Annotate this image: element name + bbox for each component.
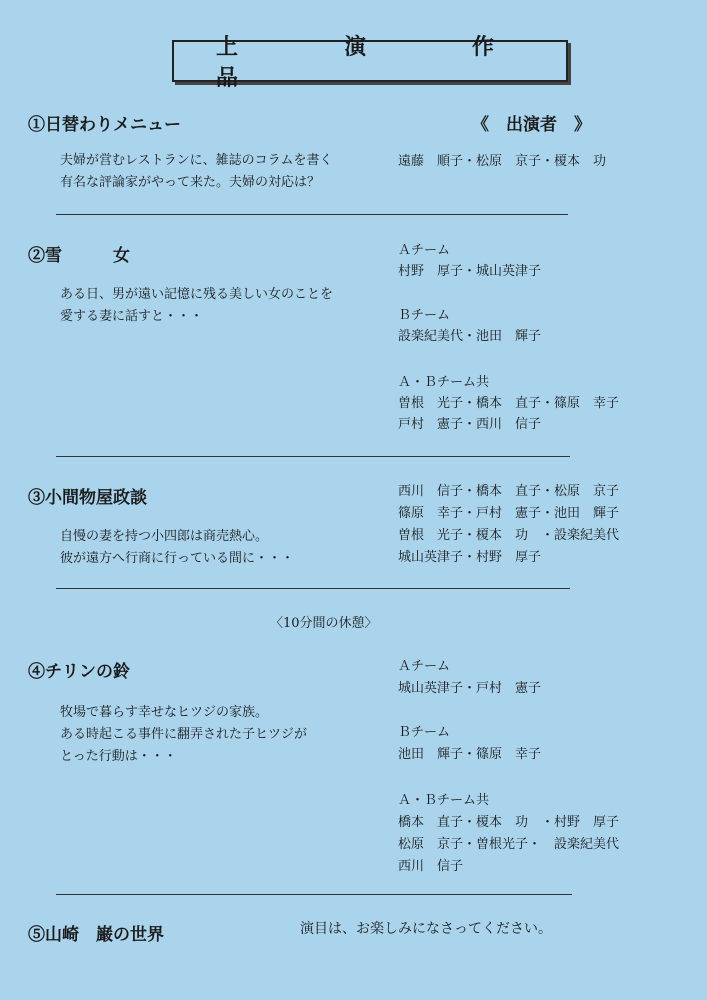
work-5-note: 演目は、お楽しみになさってください。 bbox=[300, 921, 552, 937]
work-4-synopsis-line-2: ある時起こる事件に翻弄された子ヒツジが bbox=[60, 727, 308, 742]
work-2-synopsis-line-1: ある日、男が遠い記憶に残る美しい女のことを bbox=[60, 287, 334, 302]
work-2-synopsis-line-2: 愛する妻に話すと・・・ bbox=[60, 309, 204, 324]
divider bbox=[56, 456, 570, 457]
work-4-team-ab-cast-1: 橋本 直子・榎本 功 ・村野 厚子 bbox=[398, 815, 620, 830]
work-1-synopsis-line-1: 夫婦が営むレストランに、雑誌のコラムを書く bbox=[60, 153, 333, 168]
work-3-synopsis-line-1: 自慢の妻を持つ小四郎は商売熱心。 bbox=[60, 529, 269, 544]
work-2-team-b-cast: 設楽紀美代・池田 輝子 bbox=[398, 329, 542, 344]
work-3-cast-line-3: 曽根 光子・榎本 功 ・設楽紀美代 bbox=[398, 528, 620, 543]
work-4-team-ab-cast-2: 松原 京子・曽根光子・ 設楽紀美代 bbox=[398, 837, 620, 852]
work-4-team-ab-label: Ａ・Ｂチーム共 bbox=[398, 793, 490, 808]
intermission-note: 〈10分間の休憩〉 bbox=[270, 616, 378, 631]
work-2-team-ab-cast-1: 曽根 光子・橋本 直子・篠原 幸子 bbox=[398, 396, 620, 411]
work-4-team-b-cast: 池田 輝子・篠原 幸子 bbox=[398, 747, 542, 762]
work-4-team-b-label: Ｂチーム bbox=[398, 725, 451, 740]
page-title: 上 演 作 品 bbox=[172, 40, 568, 82]
work-5-heading: ⑤山崎 巌の世界 bbox=[28, 925, 164, 945]
work-1-cast-line-1: 遠藤 順子・松原 京子・榎本 功 bbox=[398, 154, 607, 169]
work-2-heading: ②雪 女 bbox=[28, 246, 130, 266]
work-2-team-a-label: Ａチーム bbox=[398, 243, 451, 258]
work-4-heading: ④チリンの鈴 bbox=[28, 662, 130, 682]
work-3-heading: ③小間物屋政談 bbox=[28, 488, 147, 508]
cast-header: 《 出演者 》 bbox=[472, 115, 591, 135]
divider bbox=[56, 214, 568, 215]
work-2-team-ab-label: Ａ・Ｂチーム共 bbox=[398, 375, 490, 390]
work-3-synopsis-line-2: 彼が遠方へ行商に行っている間に・・・ bbox=[60, 551, 295, 566]
work-1-synopsis-line-2: 有名な評論家がやって来た。夫婦の対応は？ bbox=[60, 175, 321, 190]
work-4-synopsis-line-1: 牧場で暮らす幸せなヒツジの家族。 bbox=[60, 705, 269, 720]
work-4-team-ab-cast-3: 西川 信子 bbox=[398, 859, 464, 874]
work-2-team-b-label: Ｂチーム bbox=[398, 308, 451, 323]
work-3-cast-line-2: 篠原 幸子・戸村 憲子・池田 輝子 bbox=[398, 506, 620, 521]
divider bbox=[56, 588, 570, 589]
work-4-synopsis-line-3: とった行動は・・・ bbox=[60, 749, 177, 764]
divider bbox=[56, 894, 572, 895]
work-3-cast-line-4: 城山英津子・村野 厚子 bbox=[398, 550, 542, 565]
work-4-team-a-label: Ａチーム bbox=[398, 659, 451, 674]
work-2-team-a-cast: 村野 厚子・城山英津子 bbox=[398, 264, 542, 279]
work-4-team-a-cast: 城山英津子・戸村 憲子 bbox=[398, 681, 542, 696]
work-2-team-ab-cast-2: 戸村 憲子・西川 信子 bbox=[398, 417, 542, 432]
work-3-cast-line-1: 西川 信子・橋本 直子・松原 京子 bbox=[398, 484, 620, 499]
work-1-heading: ①日替わりメニュー bbox=[28, 115, 181, 135]
